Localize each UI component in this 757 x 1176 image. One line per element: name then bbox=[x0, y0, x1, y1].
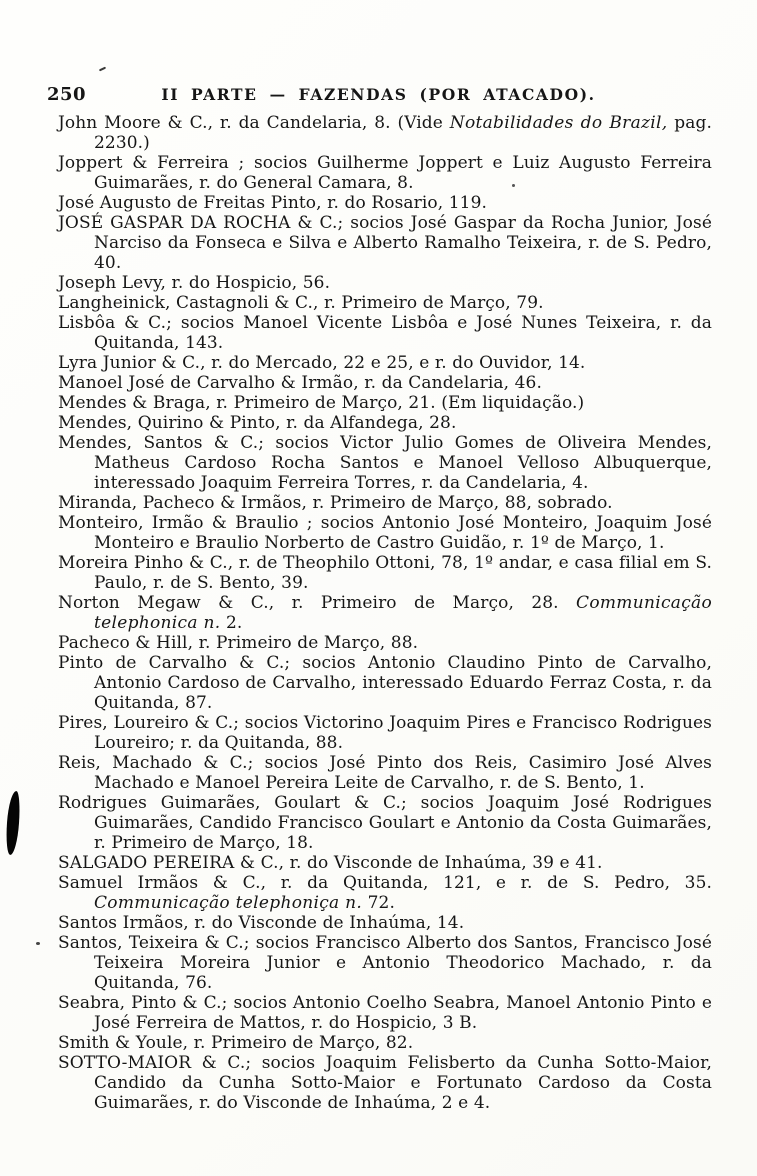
entry-text: Santos, Teixeira & C.; socios Francisco Alberto dos Santos, Francisco José Teixeira Moreira Junior e Antonio Theodorico Machado, r. da Quitanda, 76. bbox=[58, 933, 712, 993]
directory-entry bbox=[58, 413, 712, 433]
entry-text: Norton Megaw & C., r. Primeiro de Março, 28. bbox=[58, 593, 577, 613]
entry-text: Rodrigues Guimarães, Goulart & C.; socios Joaquim José Rodrigues Guimarães, Candido Francisco Goulart e Antonio da Costa Guimarães, r. Primeiro de Março, 18. bbox=[58, 793, 712, 853]
entry-italic-text: Communicação telephonica n. bbox=[94, 593, 712, 633]
directory-entry bbox=[58, 913, 712, 933]
entry-text: SOTTO-MAIOR & C.; socios Joaquim Felisberto da Cunha Sotto-Maior, Candido da Cunha Sotto-Maior e Fortunato Cardoso da Costa Guimarães, r. do Visconde de Inhaúma, 2 e 4. bbox=[58, 1053, 712, 1113]
directory-entry bbox=[58, 393, 712, 413]
entry-text: Santos Irmãos, r. do Visconde de Inhaúma, 14. bbox=[58, 913, 465, 933]
entry-text: Samuel Irmãos & C., r. da Quitanda, 121, e r. de S. Pedro, 35. bbox=[58, 873, 712, 893]
directory-entry bbox=[58, 213, 712, 273]
directory-entry bbox=[58, 853, 712, 873]
entry-italic-text: Notabilidades do Brazil, bbox=[449, 113, 668, 133]
directory-entry bbox=[58, 593, 712, 633]
directory-entry bbox=[58, 513, 712, 553]
directory-entry bbox=[58, 713, 712, 753]
directory-entry bbox=[58, 193, 712, 213]
directory-entry bbox=[58, 1033, 712, 1053]
entry-text: Monteiro, Irmão & Braulio ; socios Antonio José Monteiro, Joaquim José Monteiro e Braulio Norberto de Castro Guidão, r. 1º de Março, 1. bbox=[58, 513, 712, 553]
directory-entry bbox=[58, 873, 712, 913]
directory-entry bbox=[58, 493, 712, 513]
entry-text: Mendes & Braga, r. Primeiro de Março, 21. (Em liquidação.) bbox=[58, 393, 585, 413]
page-number: 250 bbox=[47, 84, 87, 105]
scan-stray-mark bbox=[99, 67, 106, 72]
running-title: II PARTE — FAZENDAS (POR ATACADO). bbox=[161, 85, 596, 104]
entry-text: Seabra, Pinto & C.; socios Antonio Coelho Seabra, Manoel Antonio Pinto e José Ferreira de Mattos, r. do Hospicio, 3 B. bbox=[58, 993, 712, 1033]
directory-entry bbox=[58, 433, 712, 493]
entry-text: Mendes, Santos & C.; socios Victor Julio Gomes de Oliveira Mendes, Matheus Cardoso Rocha Santos e Manoel Velloso Albuquerque, interessado Joaquim Ferreira Torres, r. da Candelaria, 4. bbox=[58, 433, 712, 493]
directory-entry bbox=[58, 1053, 712, 1113]
entry-text: Moreira Pinho & C., r. de Theophilo Ottoni, 78, 1º andar, e casa filial em S. Paulo, r. de S. Bento, 39. bbox=[58, 553, 712, 593]
directory-entry bbox=[58, 313, 712, 353]
entry-text: Reis, Machado & C.; socios José Pinto dos Reis, Casimiro José Alves Machado e Manoel Pereira Leite de Carvalho, r. de S. Bento, 1. bbox=[58, 753, 712, 793]
entry-text: JOSÉ GASPAR DA ROCHA & C.; socios José Gaspar da Rocha Junior, José Narciso da Fonseca e Silva e Alberto Ramalho Teixeira, r. de S. Pedro, 40. bbox=[58, 213, 712, 273]
directory-entry bbox=[58, 793, 712, 853]
scan-speck bbox=[36, 942, 40, 945]
entry-text: 2. bbox=[220, 613, 243, 633]
directory-entry bbox=[58, 113, 712, 153]
entry-text: Langheinick, Castagnoli & C., r. Primeiro de Março, 79. bbox=[58, 293, 544, 313]
entry-text: Pinto de Carvalho & C.; socios Antonio Claudino Pinto de Carvalho, Antonio Cardoso de Carvalho, interessado Eduardo Ferraz Costa, r. da Quitanda, 87. bbox=[58, 653, 712, 713]
entry-text: John Moore & C., r. da Candelaria, 8. (Vide bbox=[58, 113, 450, 133]
entry-text: SALGADO PEREIRA & C., r. do Visconde de Inhaúma, 39 e 41. bbox=[58, 853, 603, 873]
directory-entry bbox=[58, 933, 712, 993]
directory-entry bbox=[58, 993, 712, 1033]
directory-entry bbox=[58, 353, 712, 373]
directory-entry bbox=[58, 653, 712, 713]
directory-entry bbox=[58, 153, 712, 193]
entry-text: Manoel José de Carvalho & Irmão, r. da Candelaria, 46. bbox=[58, 373, 542, 393]
entry-text: Miranda, Pacheco & Irmãos, r. Primeiro de Março, 88, sobrado. bbox=[58, 493, 613, 513]
directory-entry bbox=[58, 373, 712, 393]
entry-text: Smith & Youle, r. Primeiro de Março, 82. bbox=[58, 1033, 414, 1053]
entry-text: Mendes, Quirino & Pinto, r. da Alfandega, 28. bbox=[58, 413, 457, 433]
entry-text: Joseph Levy, r. do Hospicio, 56. bbox=[58, 273, 331, 293]
entry-italic-text: Communicação telephoniça n. bbox=[94, 893, 363, 913]
directory-entry bbox=[58, 553, 712, 593]
entry-text: Lisbôa & C.; socios Manoel Vicente Lisbôa e José Nunes Teixeira, r. da Quitanda, 143. bbox=[58, 313, 712, 353]
entry-text: Pacheco & Hill, r. Primeiro de Março, 88. bbox=[58, 633, 419, 653]
entry-text: 72. bbox=[362, 893, 395, 913]
directory-entry bbox=[58, 293, 712, 313]
entry-text: José Augusto de Freitas Pinto, r. do Rosario, 119. bbox=[58, 193, 487, 213]
entry-text: pag. 2230.) bbox=[94, 113, 712, 153]
directory-entry bbox=[58, 753, 712, 793]
page-header bbox=[0, 84, 757, 108]
entry-text: Lyra Junior & C., r. do Mercado, 22 e 25, e r. do Ouvidor, 14. bbox=[58, 353, 586, 373]
entry-text: Pires, Loureiro & C.; socios Victorino Joaquim Pires e Francisco Rodrigues Loureiro; r. da Quitanda, 88. bbox=[58, 713, 712, 753]
ink-blot-mark bbox=[5, 791, 21, 856]
entries-list bbox=[58, 113, 712, 1113]
directory-entry bbox=[58, 633, 712, 653]
directory-entry bbox=[58, 273, 712, 293]
entry-text: Joppert & Ferreira ; socios Guilherme Joppert e Luiz Augusto Ferreira Guimarães, r. do General Camara, 8. bbox=[58, 153, 712, 193]
